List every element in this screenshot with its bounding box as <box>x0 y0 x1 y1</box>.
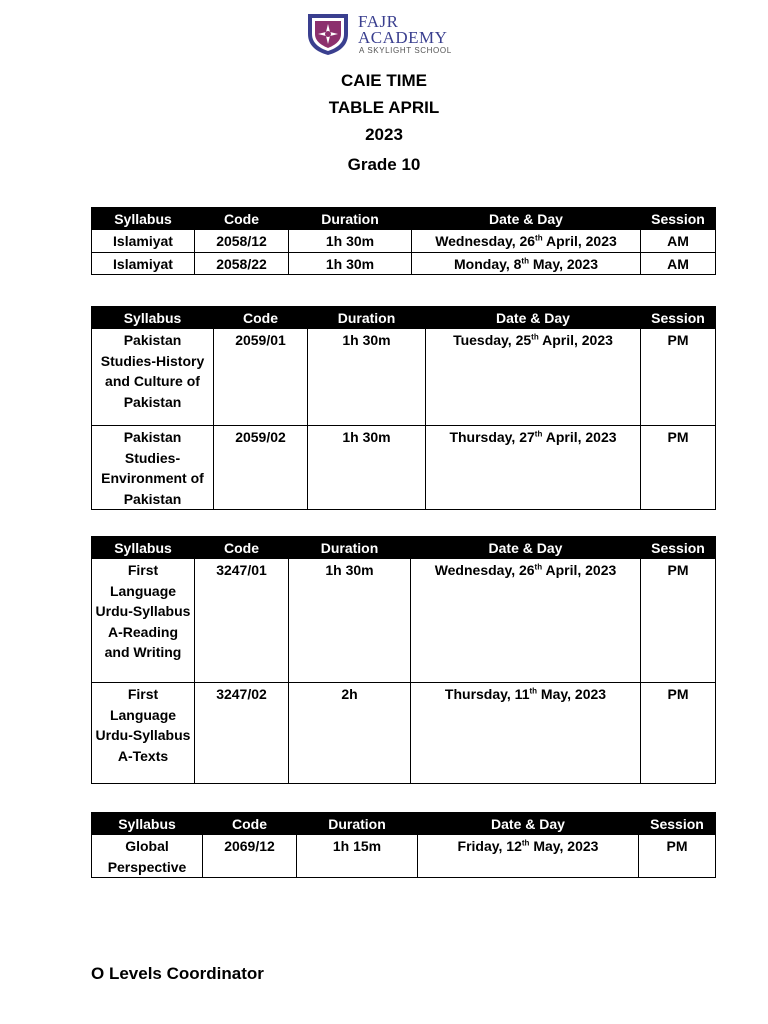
duration-cell: 1h 15m <box>297 835 418 878</box>
date-ordinal: th <box>535 233 543 243</box>
date-cell <box>426 426 641 510</box>
syllabus-cell: Islamiyat <box>92 252 195 275</box>
date-cell <box>411 559 641 683</box>
header-syllabus: Syllabus <box>92 208 195 230</box>
logo-tagline: A SKYLIGHT SCHOOL <box>359 46 452 55</box>
date-text: Thursday, 11 <box>444 686 530 702</box>
date-cell <box>412 230 641 253</box>
date-text: Wednesday, 26 <box>435 233 536 249</box>
table-header-row <box>92 813 716 835</box>
date-ordinal: th <box>534 562 543 572</box>
table-row <box>92 835 716 878</box>
code-cell: 2059/01 <box>214 329 308 426</box>
duration-cell: 1h 30m <box>289 252 412 275</box>
header-duration: Duration <box>308 307 426 329</box>
date-text: Monday, 8 <box>454 255 522 272</box>
session-cell: AM <box>641 230 716 253</box>
header-code: Code <box>195 537 289 559</box>
date-ordinal: th <box>529 686 538 696</box>
session-cell: PM <box>641 683 716 784</box>
syllabus-cell: Pakistan Studies-History and Culture of Pakistan <box>92 329 214 426</box>
table-header-row <box>92 208 716 230</box>
date-month: April, 2023 <box>542 562 617 578</box>
school-logo <box>305 10 470 58</box>
table-row <box>92 230 716 253</box>
header-duration: Duration <box>297 813 418 835</box>
duration-cell: 1h 30m <box>289 559 411 683</box>
header-date: Date & Day <box>411 537 641 559</box>
title-line-3: 2023 <box>365 125 403 144</box>
syllabus-cell: First Language Urdu-Syllabus A-Reading and Writing <box>92 559 195 683</box>
session-cell: PM <box>641 559 716 683</box>
header-duration: Duration <box>289 537 411 559</box>
header-code: Code <box>214 307 308 329</box>
header-date: Date & Day <box>426 307 641 329</box>
duration-cell: 1h 30m <box>289 230 412 253</box>
header-date: Date & Day <box>412 208 641 230</box>
syllabus-cell: Global Perspective <box>92 835 203 878</box>
header-session: Session <box>639 813 716 835</box>
session-cell: AM <box>641 252 716 275</box>
code-cell: 3247/02 <box>195 683 289 784</box>
header-session: Session <box>641 307 716 329</box>
date-cell <box>412 252 641 275</box>
table-row <box>92 559 716 683</box>
date-ordinal: th <box>534 429 543 439</box>
code-cell: 2059/02 <box>214 426 308 510</box>
header-duration: Duration <box>289 208 412 230</box>
date-month: April, 2023 <box>542 233 617 249</box>
header-code: Code <box>195 208 289 230</box>
date-ordinal: th <box>531 332 539 342</box>
title-line-1: CAIE TIME <box>341 71 427 90</box>
code-cell: 3247/01 <box>195 559 289 683</box>
header-syllabus: Syllabus <box>92 307 214 329</box>
code-cell: 2058/12 <box>195 230 289 253</box>
logo-wordmark <box>358 14 447 46</box>
date-month: May, 2023 <box>529 838 599 854</box>
header-session: Session <box>641 208 716 230</box>
header-code: Code <box>203 813 297 835</box>
session-cell: PM <box>639 835 716 878</box>
table-row <box>92 426 716 510</box>
timetable-pakistan-studies <box>91 306 716 510</box>
grade-label: Grade 10 <box>347 155 421 174</box>
date-text: Friday, 12 <box>457 838 522 854</box>
date-ordinal: th <box>521 838 530 848</box>
syllabus-cell: Pakistan Studies-Environment of Pakistan <box>92 426 214 510</box>
table-row <box>92 329 716 426</box>
code-cell: 2058/22 <box>195 252 289 275</box>
timetable-islamiyat <box>91 207 716 275</box>
session-cell: PM <box>641 329 716 426</box>
header-date: Date & Day <box>418 813 639 835</box>
date-ordinal: th <box>521 255 529 265</box>
syllabus-cell: Islamiyat <box>92 230 195 253</box>
duration-cell: 1h 30m <box>308 426 426 510</box>
title-line-2: TABLE APRIL <box>328 98 440 117</box>
date-month: April, 2023 <box>538 332 613 348</box>
date-cell <box>411 683 641 784</box>
date-text: Tuesday, 25 <box>453 332 532 348</box>
date-cell <box>426 329 641 426</box>
shield-logo-icon <box>305 10 351 56</box>
date-month: May, 2023 <box>537 686 607 702</box>
header-syllabus: Syllabus <box>92 537 195 559</box>
table-header-row <box>92 307 716 329</box>
coordinator-signature-line: O Levels Coordinator <box>91 964 264 983</box>
table-row <box>92 252 716 275</box>
code-cell: 2069/12 <box>203 835 297 878</box>
session-cell: PM <box>641 426 716 510</box>
logo-line-2: ACADEMY <box>358 28 448 47</box>
header-session: Session <box>641 537 716 559</box>
table-row <box>92 683 716 784</box>
timetable-global-perspective <box>91 812 716 878</box>
header-syllabus: Syllabus <box>92 813 203 835</box>
duration-cell: 1h 30m <box>308 329 426 426</box>
duration-cell: 2h <box>289 683 411 784</box>
date-text: Wednesday, 26 <box>434 562 535 578</box>
date-text: Thursday, 27 <box>449 429 535 445</box>
date-cell <box>418 835 639 878</box>
timetable-urdu <box>91 536 716 784</box>
date-month: April, 2023 <box>542 429 617 445</box>
date-month: May, 2023 <box>528 255 598 272</box>
logo-line-1: FAJR <box>358 12 399 31</box>
syllabus-cell: First Language Urdu-Syllabus A-Texts <box>92 683 195 784</box>
table-header-row <box>92 537 716 559</box>
